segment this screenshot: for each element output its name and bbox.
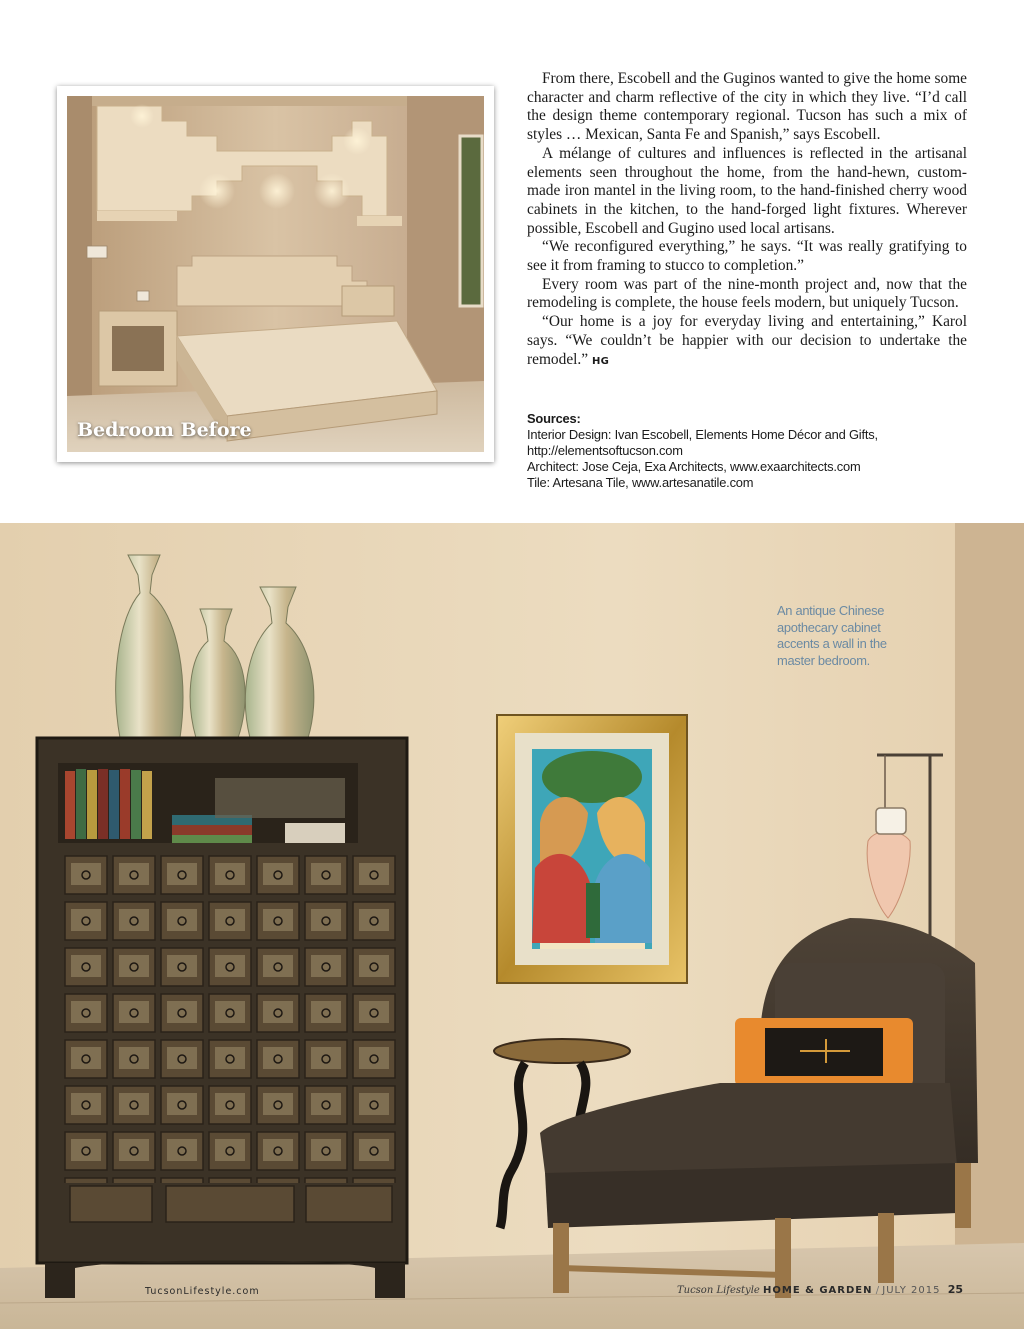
before-photo-caption: Bedroom Before bbox=[77, 419, 252, 441]
article-paragraph: A mélange of cultures and influences is reflected in the artisanal elements seen throughout the home, from the hand-hewn, custom-made iron mantel in the living room, to the hand-finished cherry wood cabinets in the kitchen, to the hand-forged light fixtures. Wherever possible, Escobell and Gugino used local artisans. bbox=[527, 144, 967, 237]
source-line: Architect: Jose Ceja, Exa Architects, www.exaarchitects.com bbox=[527, 459, 861, 474]
article-paragraph: Every room was part of the nine-month project and, now that the remodeling is complete, the house feels modern, but uniquely Tucson. bbox=[527, 275, 967, 312]
article-paragraph: From there, Escobell and the Guginos wanted to give the home some character and charm reflective of the city in which they live. “I’d call the design theme contemporary regional. Tucson has such a mix of styles … Mexican, Santa Fe and Spanish,” says Escobell. bbox=[527, 70, 967, 144]
article-paragraph: “We reconfigured everything,” he says. “It was really gratifying to see it from framing to stucco to completion.” bbox=[527, 238, 967, 275]
end-mark: HG bbox=[591, 355, 610, 367]
article-body bbox=[527, 70, 967, 371]
before-photo-frame bbox=[57, 86, 494, 462]
footer-date: JULY 2015 bbox=[882, 1285, 941, 1296]
source-line: http://elementsoftucson.com bbox=[527, 443, 683, 458]
source-line: Interior Design: Ivan Escobell, Elements Home Décor and Gifts, bbox=[527, 427, 878, 442]
footer-folio bbox=[677, 1283, 963, 1296]
source-line: Tile: Artesana Tile, www.artesanatile.com bbox=[527, 475, 754, 490]
room-photo-caption: An antique Chinese apothecary cabinet accents a wall in the master bedroom. bbox=[777, 603, 887, 668]
footer-separator: / bbox=[875, 1285, 880, 1296]
footer-section: HOME & GARDEN bbox=[763, 1285, 873, 1296]
bedroom-before-photo bbox=[67, 96, 484, 452]
footer-magazine-name: Tucson Lifestyle bbox=[676, 1285, 760, 1296]
page-number: 25 bbox=[947, 1283, 963, 1296]
sources-title: Sources: bbox=[527, 411, 581, 426]
article-paragraph-text: “Our home is a joy for everyday living and entertaining,” Karol says. “We couldn’t be happier with our decision to undertake the remodel.” bbox=[527, 313, 967, 368]
footer-website[interactable]: TucsonLifestyle.com bbox=[145, 1286, 260, 1297]
article-paragraph-last bbox=[527, 313, 967, 371]
sources-block bbox=[527, 411, 967, 491]
